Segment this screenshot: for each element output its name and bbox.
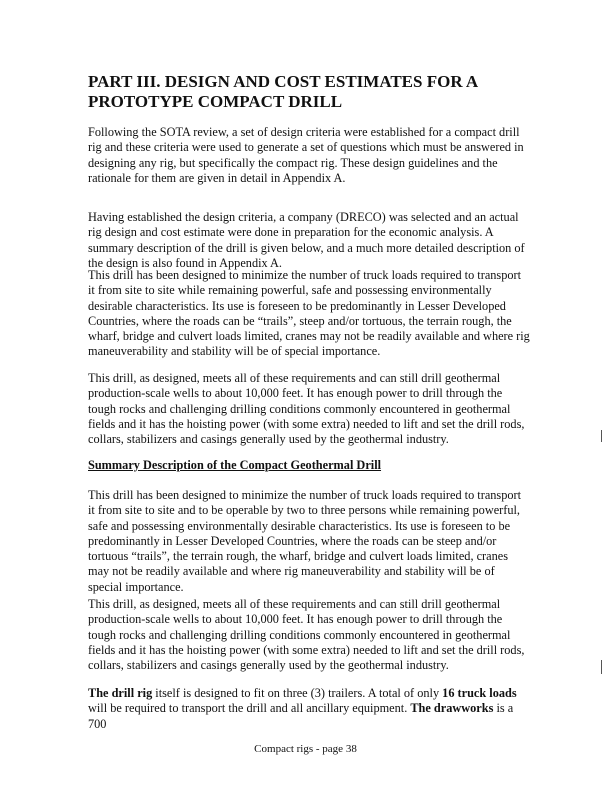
text-drill-rig-3: is a 700 — [88, 701, 514, 731]
text-drill-rig-2: will be required to transport the drill and all ancillary equipment. — [88, 701, 411, 716]
bold-drill-rig: The drill rig — [88, 686, 153, 700]
scan-mark — [601, 660, 602, 674]
paragraph-summary-capability: This drill, as designed, meets all of these requirements and can still drill geothermal production-scale wells to about 10,000 feet. It has enough power to drill through the tough rocks and challenging drilling conditions commonly encountered in geothermal fields and it has the hoisting power (with some extra) needed to lift and set the drill rods, collars, stabilizers and casings generally used by the geothermal industry. — [88, 597, 525, 673]
bold-truck-loads: 16 truck loads — [442, 686, 517, 700]
text-drill-rig-1: itself is designed to fit on three (3) trailers. A total of only — [152, 686, 443, 700]
paragraph-drill-rig — [88, 686, 530, 732]
paragraph-dreco: Having established the design criteria, a company (DRECO) was selected and an actual rig design and cost estimate were done in preparation for the economic analysis. A summary description of the drill is given below, and a much more detailed description of the design is also found in Appendix A. — [88, 210, 525, 270]
paragraph-design-criteria: Following the SOTA review, a set of design criteria were established for a compact drill rig and these criteria were used to generate a set of questions which must be answered in designing any rig, but specifically the compact rig. These design guidelines and the rationale for them are given in detail in Appendix A. — [88, 125, 524, 185]
bold-drawworks: The drawworks — [410, 701, 494, 716]
page-footer: Compact rigs - page 38 — [254, 743, 357, 755]
paragraph-drill-capability: This drill, as designed, meets all of these requirements and can still drill geothermal production-scale wells to about 10,000 feet. It has enough power to drill through the tough rocks and challenging drilling conditions commonly encountered in geothermal fields and it has the hoisting power (with some extra) needed to lift and set the drill rods, collars, stabilizers and casings generally used by the geothermal industry. — [88, 371, 525, 447]
paragraph-drill-purpose: This drill has been designed to minimize the number of truck loads required to transport it from site to site while remaining powerful, safe and possessing environmentally desirable characteristics. Its use is foreseen to be predominantly in Lesser Developed Countries, where the roads can be “trails”, steep and/or tortuous, the terrain rough, the wharf, bridge and culvert loads limited, cranes may not be readily available and where rig maneuverability and stability will be of special importance. — [88, 268, 530, 359]
scan-mark — [601, 430, 602, 442]
section-heading: PART III. DESIGN AND COST ESTIMATES FOR A PROTOTYPE COMPACT DRILL — [88, 72, 478, 111]
paragraph-summary-purpose: This drill has been designed to minimize the number of truck loads required to transport it from site to site and to be operable by two to three persons while remaining powerful, safe and possessing environmentally desirable characteristics. Its use is foreseen to be predominantly in Lesser Developed Countries, where the roads can be steep and/or tortuous “trails”, the terrain rough, the wharf, bridge and culvert loads limited, cranes may not be readily available and where rig maneuverability and stability will be of special importance. — [88, 488, 522, 594]
subsection-heading: Summary Description of the Compact Geothermal Drill — [88, 458, 382, 472]
